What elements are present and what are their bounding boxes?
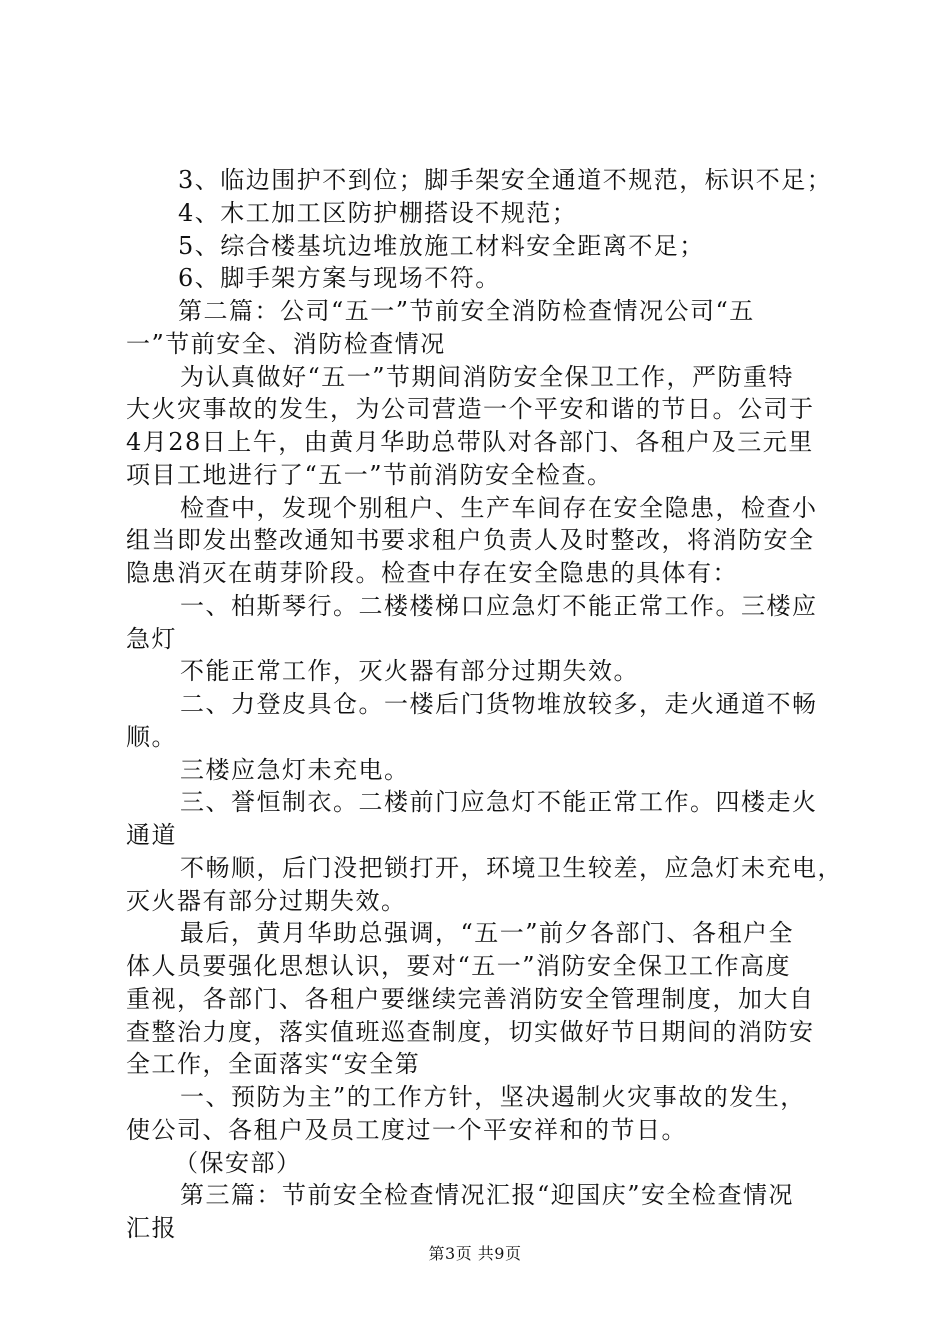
text-line: 第三篇：节前安全检查情况汇报“迎国庆”安全检查情况 <box>180 1181 795 1210</box>
text-line: 5、综合楼基坑边堆放施工材料安全距离不足； <box>178 231 705 260</box>
text-line: 体人员要强化思想认识，要对“五一”消防安全保卫工作高度 <box>126 952 792 980</box>
text-line: 4月28日上午，由黄月华助总带队对各部门、各租户及三元里 <box>126 428 814 456</box>
text-line: 最后，黄月华助总强调，“五一”前夕各部门、各租户全 <box>180 919 795 948</box>
text-line: 通道 <box>126 821 177 849</box>
text-line: 一、预防为主”的工作方针，坚决遏制火灾事故的发生， <box>180 1083 806 1111</box>
text-line: 三楼应急灯未充电。 <box>180 755 410 784</box>
text-line: 一”节前安全、消防检查情况 <box>126 329 446 358</box>
text-line: 一、柏斯琴行。二楼楼梯口应急灯不能正常工作。三楼应 <box>180 591 818 620</box>
text-line: 重视，各部门、各租户要继续完善消防安全管理制度，加大自 <box>126 984 815 1013</box>
text-line: 隐患消灭在萌芽阶段。检查中存在安全隐患的具体有： <box>126 559 738 587</box>
text-line: （保安部） <box>174 1148 302 1177</box>
text-line: 三、誉恒制衣。二楼前门应急灯不能正常工作。四楼走火 <box>180 788 818 817</box>
text-line: 不畅顺，后门没把锁打开，环境卫生较差，应急灯未充电， <box>180 853 843 882</box>
text-line: 项目工地进行了“五一”节前消防安全检查。 <box>126 460 613 489</box>
text-line: 不能正常工作，灭火器有部分过期失效。 <box>180 657 639 686</box>
text-line: 灭火器有部分过期失效。 <box>126 886 407 915</box>
text-line: 组当即发出整改通知书要求租户负责人及时整改，将消防安全 <box>126 526 815 555</box>
text-line: 使公司、各租户及员工度过一个平安祥和的节日。 <box>126 1115 687 1144</box>
text-line: 4、木工加工区防护棚搭设不规范； <box>178 198 578 227</box>
text-line: 3、临边围护不到位；脚手架安全通道不规范，标识不足； <box>178 166 833 194</box>
text-line: 顺。 <box>126 722 177 751</box>
text-line: 大火灾事故的发生，为公司营造一个平安和谐的节日。公司于 <box>126 395 815 424</box>
text-line: 二、力登皮具仓。一楼后门货物堆放较多，走火通道不畅 <box>180 690 818 718</box>
text-line: 全工作，全面落实“安全第 <box>126 1050 421 1079</box>
text-line: 查整治力度，落实值班巡查制度，切实做好节日期间的消防安 <box>126 1017 815 1046</box>
text-line: 急灯 <box>126 624 177 653</box>
text-line: 汇报 <box>126 1214 177 1242</box>
text-line: 6、脚手架方案与现场不符。 <box>178 264 501 293</box>
text-line: 检查中，发现个别租户、生产车间存在安全隐患，检查小 <box>180 493 818 522</box>
page-footer: 第3页 共9页 <box>428 1244 522 1263</box>
text-line: 第二篇：公司“五一”节前安全消防检查情况公司“五 <box>178 297 755 325</box>
text-line: 为认真做好“五一”节期间消防安全保卫工作，严防重特 <box>180 362 795 391</box>
